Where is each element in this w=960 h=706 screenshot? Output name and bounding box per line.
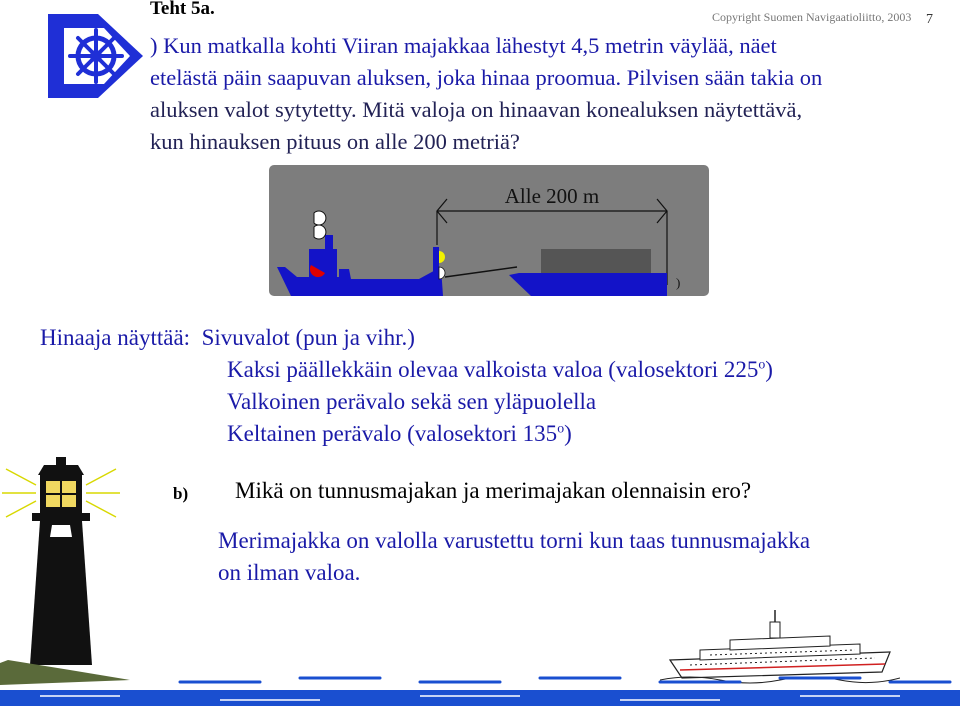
answer-label: Hinaaja näyttää: xyxy=(40,325,191,350)
page-number: 7 xyxy=(926,12,933,27)
barge-hull xyxy=(509,273,667,296)
answer-b-line-2: on ilman valoa. xyxy=(218,560,361,585)
answer-item-1: Sivuvalot (pun ja vihr.) xyxy=(201,325,415,350)
answer-item-3: Valkoinen perävalo sekä sen yläpuolella xyxy=(227,389,597,414)
exercise-title: Teht 5a. xyxy=(150,0,215,19)
question-b-label: b) xyxy=(173,484,189,503)
masthead-light-upper xyxy=(314,211,326,225)
question-line-4: kun hinauksen pituus on alle 200 metriä? xyxy=(150,129,520,154)
sea-waves xyxy=(0,670,960,706)
answer-item-2: Kaksi päällekkäin olevaa valkoista valoa (valosektori 225 xyxy=(227,357,759,382)
question-b: Mikä on tunnusmajakan ja merimajakan olennaisin ero? xyxy=(235,478,752,503)
masthead-light-lower xyxy=(314,225,326,239)
answer-b xyxy=(218,525,938,589)
question-marker: ) xyxy=(150,33,158,58)
copyright-notice: Copyright Suomen Navigaatioliitto, 2003 xyxy=(712,10,912,24)
diagram-end-marker: ) xyxy=(676,275,681,290)
navigation-federation-logo-icon xyxy=(38,6,148,106)
tug-stern-post xyxy=(433,247,439,277)
lighthouse-icon xyxy=(0,455,130,685)
answer-b-line-1: Merimajakka on valolla varustettu torni kun taas tunnusmajakka xyxy=(218,528,811,553)
answer-a: Hinaaja näyttää: Sivuvalot (pun ja vihr.) Kaksi päällekkäin olevaa valkoista valoa (valosektori 225$^o$) Valkoinen perävalo sekä sen yläpuolella Keltainen perävalo (valosektori 135$^o$) xyxy=(40,325,773,446)
towing-diagram xyxy=(269,165,709,296)
question-line-3: aluksen valot sytytetty. Mitä valoja on hinaavan konealuksen näytettävä, xyxy=(150,97,803,122)
length-label: Alle 200 m xyxy=(504,184,600,208)
question-a xyxy=(150,30,950,158)
question-line-2: etelästä päin saapuvan aluksen, joka hinaa proomua. Pilvisen sään takia on xyxy=(150,65,823,90)
question-line-1: Kun matkalla kohti Viiran majakkaa lähestyt 4,5 metrin väylää, näet xyxy=(163,33,777,58)
answer-item-4: Keltainen perävalo (valosektori 135 xyxy=(227,421,558,446)
